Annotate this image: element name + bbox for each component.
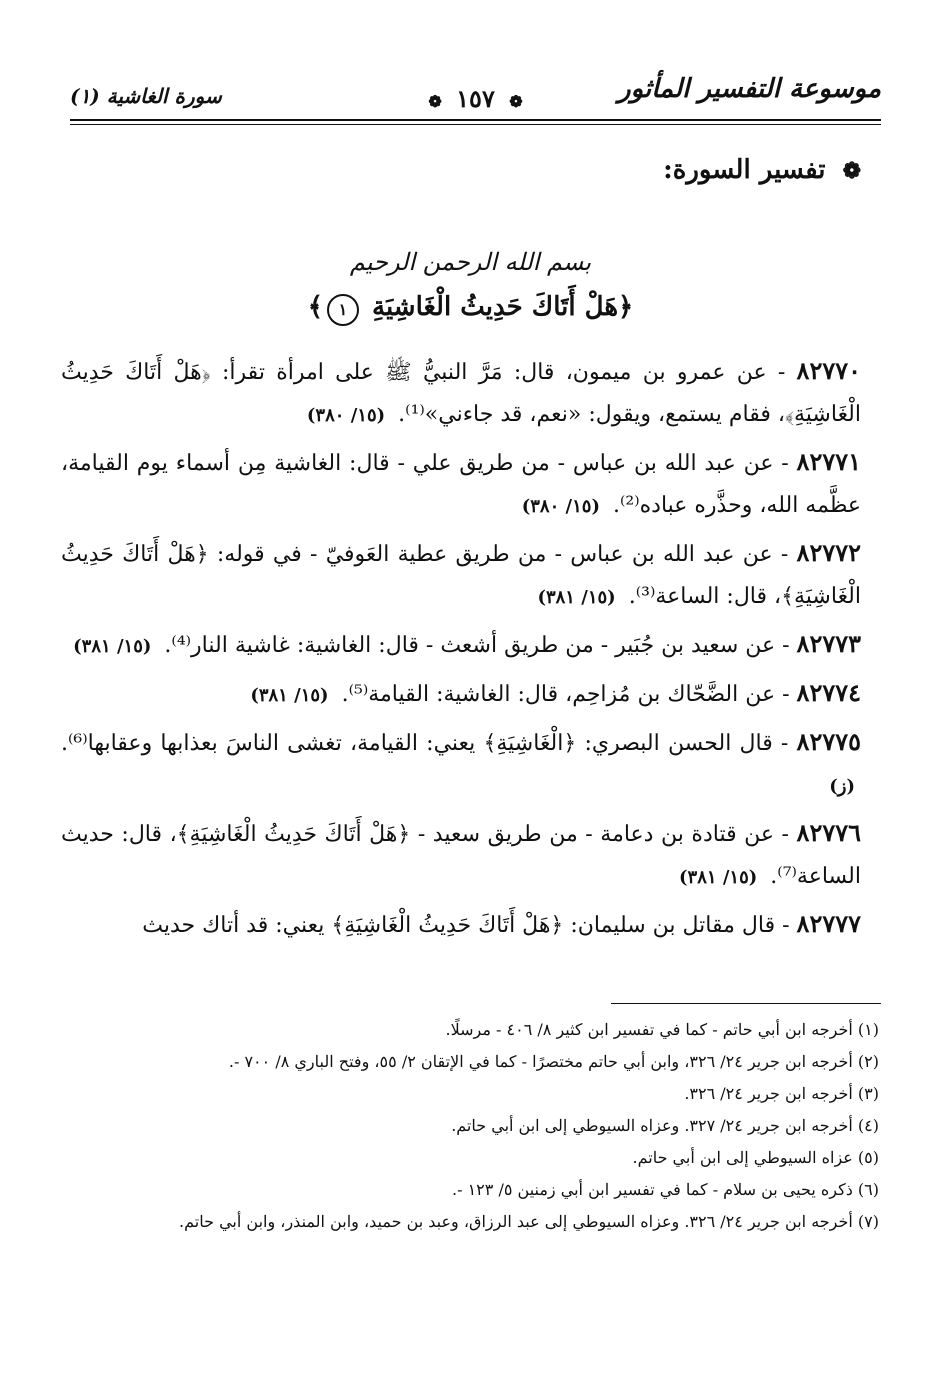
narration-text: - عن الضَّحّاك بن مُزاحِم، قال: الغاشية: القيامة⁽⁵⁾. xyxy=(341,682,790,707)
ayah-open-bracket: ﴿ xyxy=(618,292,634,322)
narration-text: - قال مقاتل بن سليمان: ﴿هَلْ أَتَاكَ حَدِيثُ الْغَاشِيَةِ﴾ يعني: قد أتاك حديث xyxy=(142,913,790,938)
narration-entry xyxy=(61,812,861,899)
narration-number: ٨٢٧٧٣ xyxy=(796,629,861,658)
narration-text: - عن عبد الله بن عباس - من طريق عطية العَوفيّ - في قوله: ﴿هَلْ أَتَاكَ حَدِيثُ الْغَاشِيَةِ﴾، قال: الساعة⁽³⁾. xyxy=(61,542,861,609)
footnote: (٣) أخرجه ابن جرير ٢٤/ ٣٢٦. xyxy=(684,1084,879,1103)
footnote-divider xyxy=(611,1003,881,1004)
narration-reference: (١٥/ ٣٨٠) xyxy=(521,496,600,517)
footnote: (٧) أخرجه ابن جرير ٢٤/ ٣٢٦. وعزاه السيوطي إلى عبد الرزاق، وعبد بن حميد، وابن المنذر، وابن أبي حاتم. xyxy=(179,1212,879,1231)
narration-number: ٨٢٧٧٠ xyxy=(796,356,861,385)
narration-reference: (١٥/ ٣٨١) xyxy=(73,636,152,657)
ornament-icon: ❁ xyxy=(428,92,442,111)
narration-text: - عن قتادة بن دعامة - من طريق سعيد - ﴿هَلْ أَتَاكَ حَدِيثُ الْغَاشِيَةِ﴾، قال: حديث الساعة⁽⁷⁾. xyxy=(61,822,861,889)
narration-text: - عن عمرو بن ميمون، قال: مَرَّ النبيُّ ﷺ على امرأة تقرأ: ﴿هَلْ أَتَاكَ حَدِيثُ الْغَاشِيَةِ﴾، فقام يستمع، ويقول: «نعم، قد جاءني»⁽¹⁾. xyxy=(61,360,861,427)
page-number: ١٥٧ xyxy=(456,84,495,113)
narration-number: ٨٢٧٧٦ xyxy=(796,818,861,847)
footnote: (٤) أخرجه ابن جرير ٢٤/ ٣٢٧. وعزاه السيوطي إلى ابن أبي حاتم. xyxy=(451,1116,879,1135)
narration-number: ٨٢٧٧٥ xyxy=(796,727,861,756)
footnote: (٦) ذكره يحيى بن سلام - كما في تفسير ابن أبي زمنين ٥/ ١٢٣ -. xyxy=(452,1180,879,1199)
narration-reference: (١٥/ ٣٨١) xyxy=(537,587,616,608)
narration-entry xyxy=(61,532,861,619)
ayah-text: هَلْ أَتَاكَ حَدِيثُ الْغَاشِيَةِ xyxy=(372,292,619,322)
narration-entry xyxy=(61,623,861,668)
narration-reference: (١٥/ ٣٨١) xyxy=(679,867,758,888)
flower-ornament-icon: ❁ xyxy=(842,158,861,184)
section-heading xyxy=(663,155,861,185)
header-rule xyxy=(70,119,881,121)
narration-number: ٨٢٧٧٧ xyxy=(796,909,861,938)
ayah-heading xyxy=(0,292,941,326)
page-number-block xyxy=(422,84,528,113)
narration-number: ٨٢٧٧١ xyxy=(796,447,861,476)
footnote: (٢) أخرجه ابن جرير ٢٤/ ٣٢٦، وابن أبي حاتم مختصرًا - كما في الإتقان ٢/ ٥٥، وفتح الباري ٨/ ٧٠٠ -. xyxy=(228,1052,879,1071)
narration-list xyxy=(61,350,861,952)
narration-reference: (ز) xyxy=(829,776,855,797)
footnotes xyxy=(57,1015,879,1239)
ayah-close-bracket: ﴾ xyxy=(307,292,323,322)
narration-entry xyxy=(61,903,861,948)
narration-entry xyxy=(61,441,861,528)
basmala: بسم الله الرحمن الرحيم xyxy=(349,248,592,276)
narration-entry xyxy=(61,672,861,717)
narration-reference: (١٥/ ٣٨١) xyxy=(250,685,329,706)
narration-text: - قال الحسن البصري: ﴿الْغَاشِيَةِ﴾ يعني: القيامة، تغشى الناسَ بعذابها وعقابها⁽⁶⁾. xyxy=(61,731,789,756)
ayah-number-icon: ١ xyxy=(327,294,359,326)
narration-entry xyxy=(61,721,861,808)
footnote: (١) أخرجه ابن أبي حاتم - كما في تفسير ابن كثير ٨/ ٤٠٦ - مرسلًا. xyxy=(445,1020,879,1039)
narration-number: ٨٢٧٧٢ xyxy=(796,538,861,567)
narration-reference: (١٥/ ٣٨٠) xyxy=(306,405,386,426)
page-header xyxy=(70,70,881,130)
narration-text: - عن عبد الله بن عباس - من طريق علي - قال: الغاشية مِن أسماء يوم القيامة، عظَّمه الله، وحذَّره عباده⁽²⁾. xyxy=(61,451,861,518)
series-title: موسوعة التفسير المأثور xyxy=(618,74,881,104)
narration-text: - عن سعيد بن جُبَير - من طريق أشعث - قال: الغاشية: غاشية النار⁽⁴⁾. xyxy=(164,633,790,658)
footnote: (٥) عزاه السيوطي إلى ابن أبي حاتم. xyxy=(632,1148,879,1167)
narration-number: ٨٢٧٧٤ xyxy=(796,678,861,707)
section-heading-text: تفسير السورة: xyxy=(663,155,826,185)
surah-title: سورة الغاشية (١) xyxy=(70,84,222,108)
narration-entry xyxy=(61,350,861,437)
ornament-icon: ❁ xyxy=(509,92,523,111)
header-rule-thin xyxy=(70,124,881,125)
